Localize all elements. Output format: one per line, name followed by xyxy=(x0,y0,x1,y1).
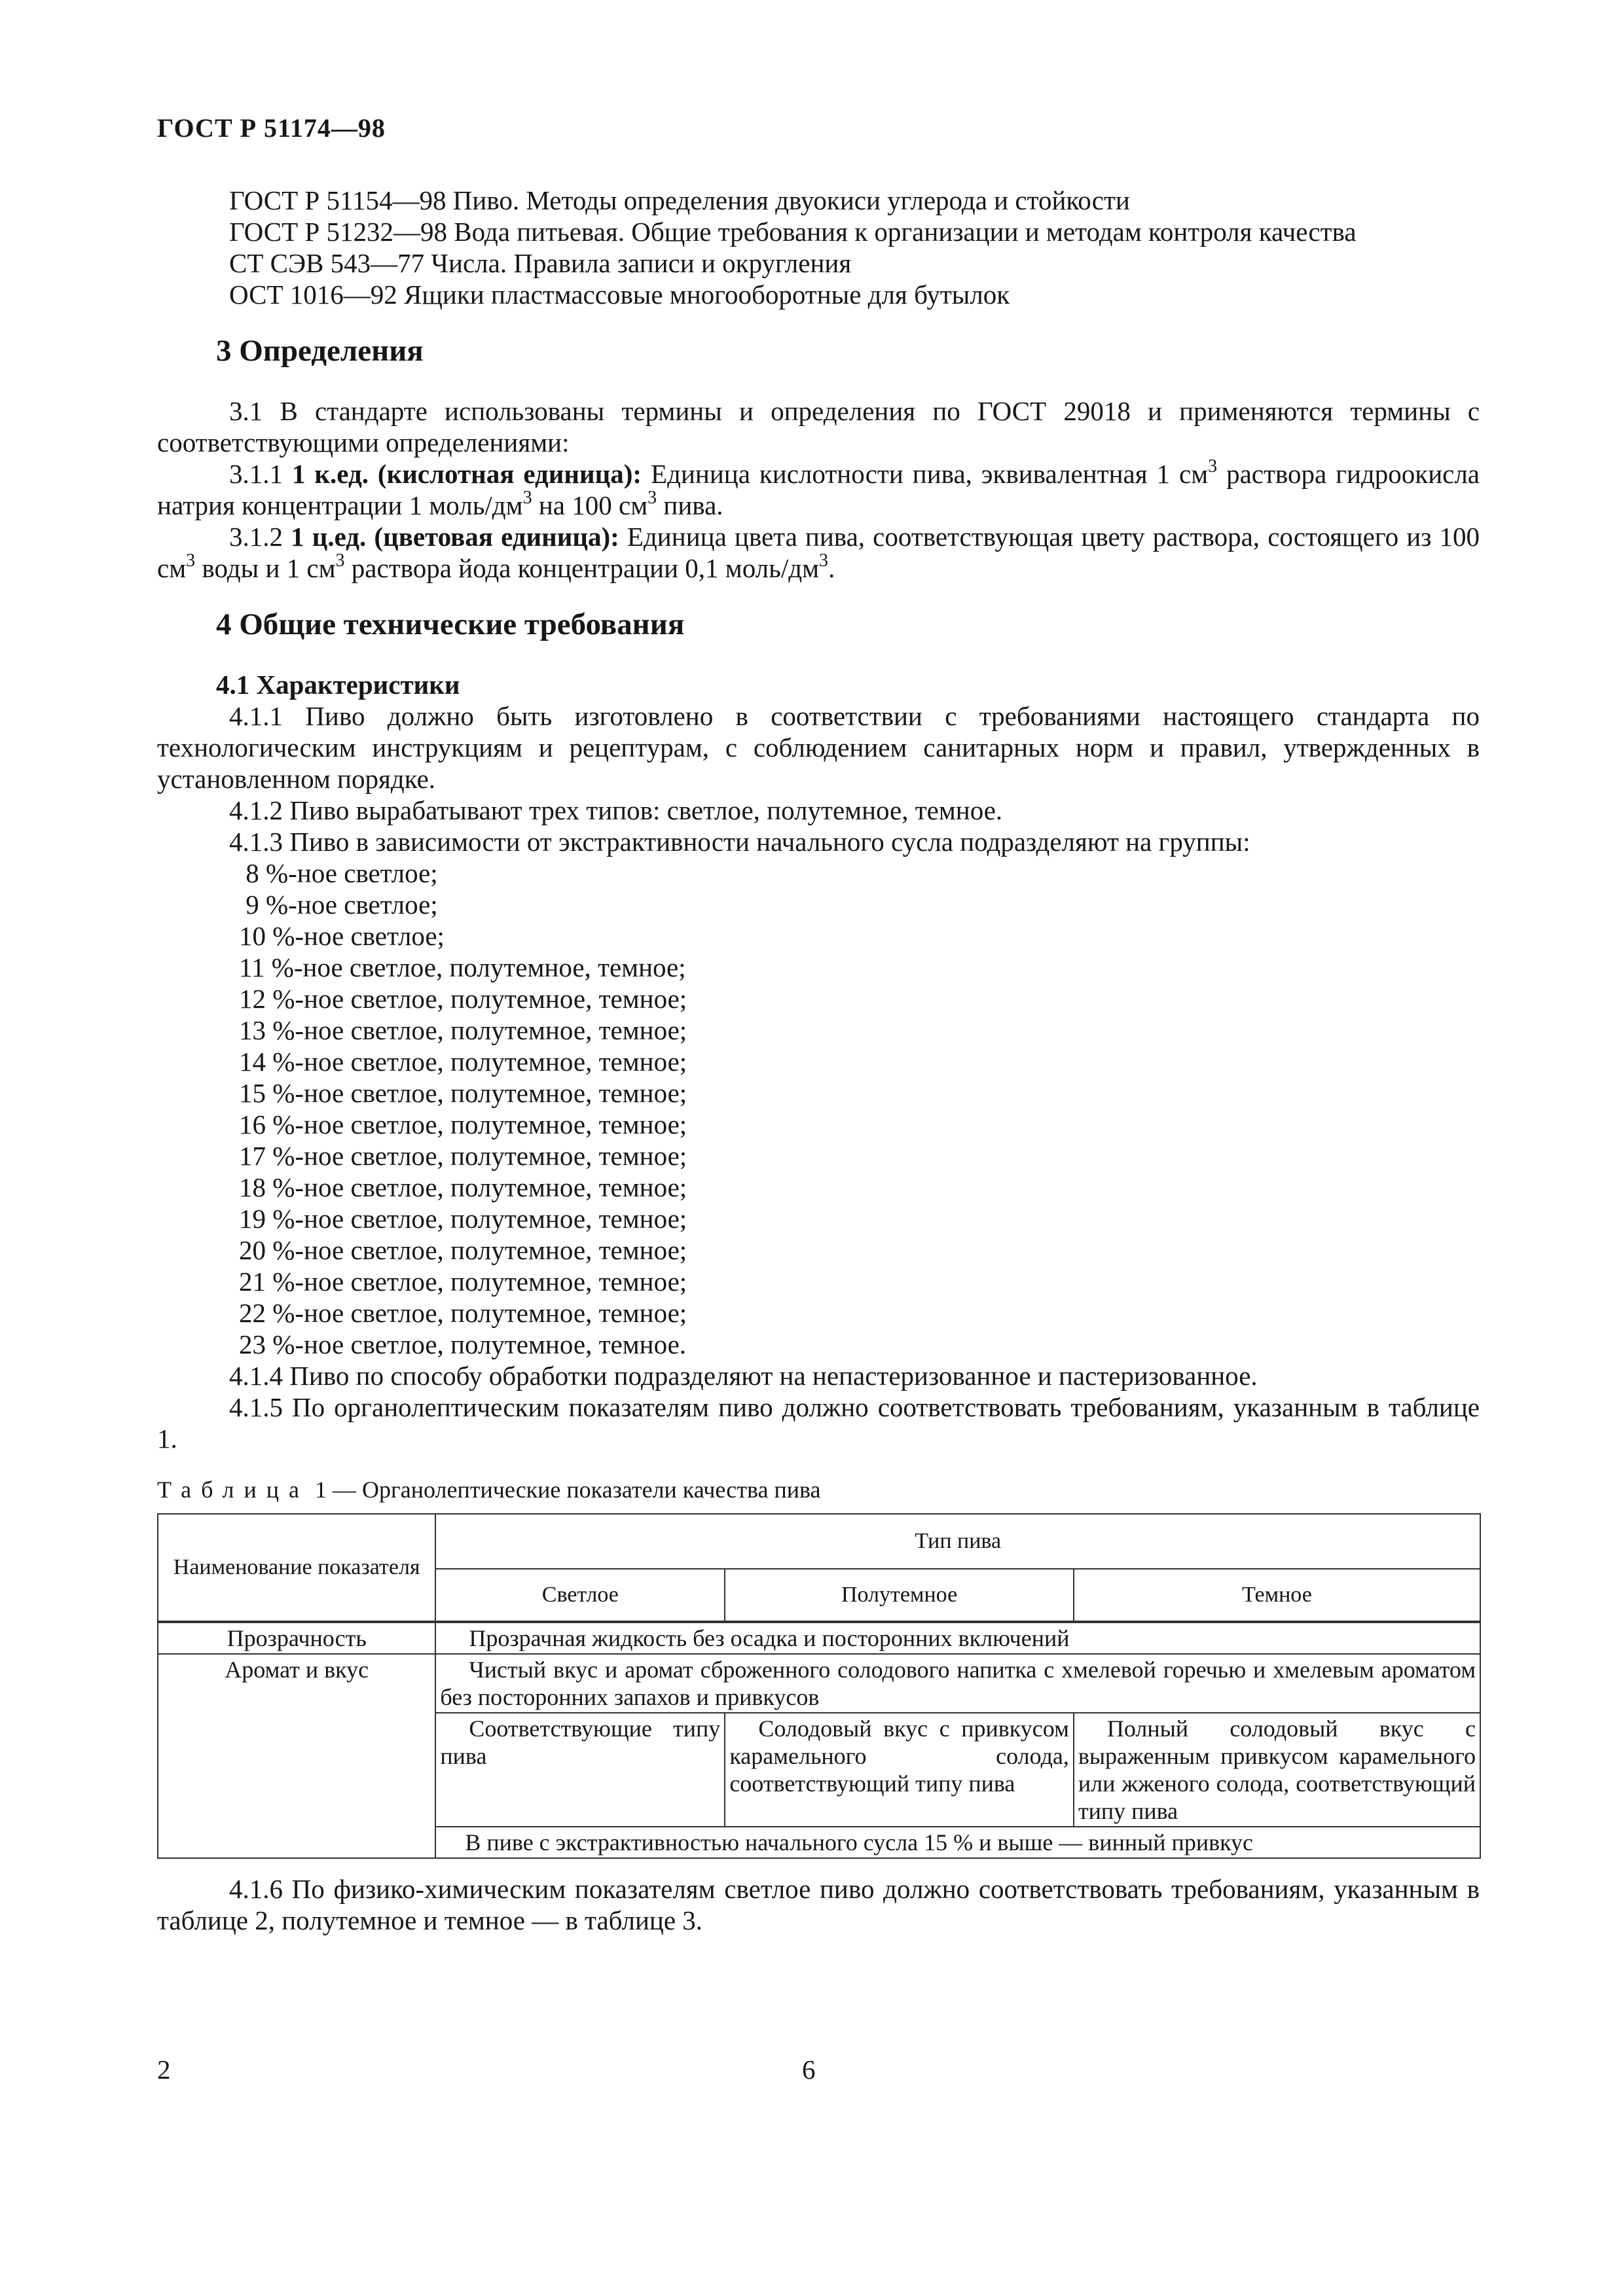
table-1-caption xyxy=(157,1474,1480,1505)
definition-text: раствора йода концентрации 0,1 моль/дм xyxy=(351,553,820,583)
paragraph-4-1-6: 4.1.6 По физико-химическим показателям светлое пиво должно соответствовать требованиям, указанным в таблице 2, полутемное и темное — в таблице 3. xyxy=(157,1874,1480,1935)
paragraph-4-1-3: 4.1.3 Пиво в зависимости от экстрактивности начального сусла подразделяют на группы: xyxy=(229,827,1250,857)
list-item: 10 %-ное светлое; xyxy=(239,921,445,951)
row-name-clarity: Прозрачность xyxy=(158,1622,435,1654)
header-beer-type: Тип пива xyxy=(435,1514,1480,1569)
list-item: 14 %-ное светлое, полутемное, темное; xyxy=(239,1047,687,1077)
list-item: 16 %-ное светлое, полутемное, темное; xyxy=(239,1109,687,1139)
row-value-clarity: Прозрачная жидкость без осадка и посторонних включений xyxy=(435,1622,1480,1654)
references-list xyxy=(157,185,1480,310)
reference-item: ГОСТ Р 51232—98 Вода питьевая. Общие требования к организации и методам контроля качества xyxy=(229,217,1357,247)
superscript: 3 xyxy=(335,550,345,571)
definition-text: . xyxy=(828,553,835,583)
list-item: 13 %-ное светлое, полутемное, темное; xyxy=(239,1015,687,1045)
document-header: ГОСТ Р 51174—98 xyxy=(157,113,386,143)
aroma-dark: Полный солодовый вкус с выраженным привкусом карамельного или жженого солода, соответствующий типу пива xyxy=(1074,1713,1480,1827)
superscript: 3 xyxy=(522,488,532,509)
table-header-row xyxy=(158,1514,1480,1569)
section-3-title: 3 Определения xyxy=(216,334,424,368)
header-indicator: Наименование показателя xyxy=(158,1514,435,1622)
row-name-aroma: Аромат и вкус xyxy=(158,1654,435,1858)
paragraph-4-1-4: 4.1.4 Пиво по способу обработки подразделяют на непастеризованное и пастеризованное. xyxy=(229,1361,1258,1391)
table-caption-label: Таблица xyxy=(157,1477,309,1503)
list-item: 8 %-ное светлое; xyxy=(239,858,438,888)
list-item: 12 %-ное светлое, полутемное, темное; xyxy=(239,984,687,1014)
list-item: 17 %-ное светлое, полутемное, темное; xyxy=(239,1141,687,1171)
table-caption-text: 1 — Органолептические показатели качества пива xyxy=(314,1477,821,1503)
definition-text: Единица кислотности пива, эквивалентная 1 см xyxy=(651,459,1209,489)
list-item: 11 %-ное светлое, полутемное, темное; xyxy=(239,952,686,982)
definition-text: Единица цвета пива, соответствующая цвету раствора, состоящего из 100 см xyxy=(157,522,1480,583)
aroma-semidark: Солодовый вкус с привкусом карамельного солода, соответствующий типу пива xyxy=(725,1713,1074,1827)
aroma-light: Соответствующие типу пива xyxy=(435,1713,725,1827)
list-item: 20 %-ное светлое, полутемное, темное; xyxy=(239,1235,687,1265)
row-value-aroma-note: В пиве с экстрактивностью начального сусла 15 % и выше — винный привкус xyxy=(435,1827,1480,1858)
definition-text: раствора гидроокисла натрия концентрации 1 моль/дм xyxy=(157,459,1480,520)
definition-text: на 100 см xyxy=(538,490,648,520)
page-number-center: 6 xyxy=(802,2054,816,2085)
paragraph-4-1-1: 4.1.1 Пиво должно быть изготовлено в соответствии с требованиями настоящего стандарта по технологическим инструкциям и рецептурам, с соблюдением санитарных норм и правил, утвержденных в установленном порядке. xyxy=(157,701,1480,794)
section-4-title: 4 Общие технические требования xyxy=(216,607,685,641)
row-value-aroma-common: Чистый вкус и аромат сброженного солодового напитка с хмелевой горечью и хмелевым ароматом без посторонних запахов и привкусов xyxy=(435,1654,1480,1713)
list-item: 23 %-ное светлое, полутемное, темное. xyxy=(239,1329,687,1359)
table-row xyxy=(158,1622,1480,1654)
reference-item: ОСТ 1016—92 Ящики пластмассовые многооборотные для бутылок xyxy=(229,279,1010,310)
list-item: 18 %-ное светлое, полутемное, темное; xyxy=(239,1172,687,1202)
reference-item: ГОСТ Р 51154—98 Пиво. Методы определения двуокиси углерода и стойкости xyxy=(229,185,1130,215)
list-item: 15 %-ное светлое, полутемное, темное; xyxy=(239,1078,687,1108)
beer-groups-list xyxy=(157,857,1480,1360)
paragraph-number: 3.1.2 xyxy=(229,522,283,552)
superscript: 3 xyxy=(1208,456,1218,477)
superscript: 3 xyxy=(186,550,196,571)
paragraph-3-1-2 xyxy=(157,521,1480,584)
document-body xyxy=(157,185,1480,1936)
table-row xyxy=(158,1654,1480,1713)
term-color-unit: 1 ц.ед. (цветовая единица): xyxy=(291,522,619,552)
definition-text: пива. xyxy=(663,490,723,520)
paragraph-number: 3.1.1 xyxy=(229,459,283,489)
reference-item: СТ СЭВ 543—77 Числа. Правила записи и округления xyxy=(229,248,852,278)
page-number-left: 2 xyxy=(157,2054,171,2085)
definition-text: воды и 1 см xyxy=(202,553,336,583)
list-item: 21 %-ное светлое, полутемное, темное; xyxy=(239,1266,687,1297)
header-dark: Темное xyxy=(1074,1569,1480,1622)
paragraph-3-1: 3.1 В стандарте использованы термины и определения по ГОСТ 29018 и применяются термины с соответствующими определениями: xyxy=(157,396,1480,457)
paragraph-3-1-1 xyxy=(157,458,1480,521)
paragraph-4-1-5: 4.1.5 По органолептическим показателям пиво должно соответствовать требованиям, указанным в таблице 1. xyxy=(157,1392,1480,1454)
paragraph-4-1-2: 4.1.2 Пиво вырабатывают трех типов: светлое, полутемное, темное. xyxy=(229,795,1003,825)
term-acid-unit: 1 к.ед. (кислотная единица): xyxy=(291,459,642,489)
list-item: 19 %-ное светлое, полутемное, темное; xyxy=(239,1204,687,1234)
header-semidark: Полутемное xyxy=(725,1569,1074,1622)
list-item: 22 %-ное светлое, полутемное, темное; xyxy=(239,1298,687,1328)
superscript: 3 xyxy=(819,550,829,571)
table-1 xyxy=(157,1513,1481,1859)
superscript: 3 xyxy=(647,488,657,509)
subsection-4-1-title: 4.1 Характеристики xyxy=(216,670,460,700)
list-item: 9 %-ное светлое; xyxy=(239,889,438,920)
header-light: Светлое xyxy=(435,1569,725,1622)
